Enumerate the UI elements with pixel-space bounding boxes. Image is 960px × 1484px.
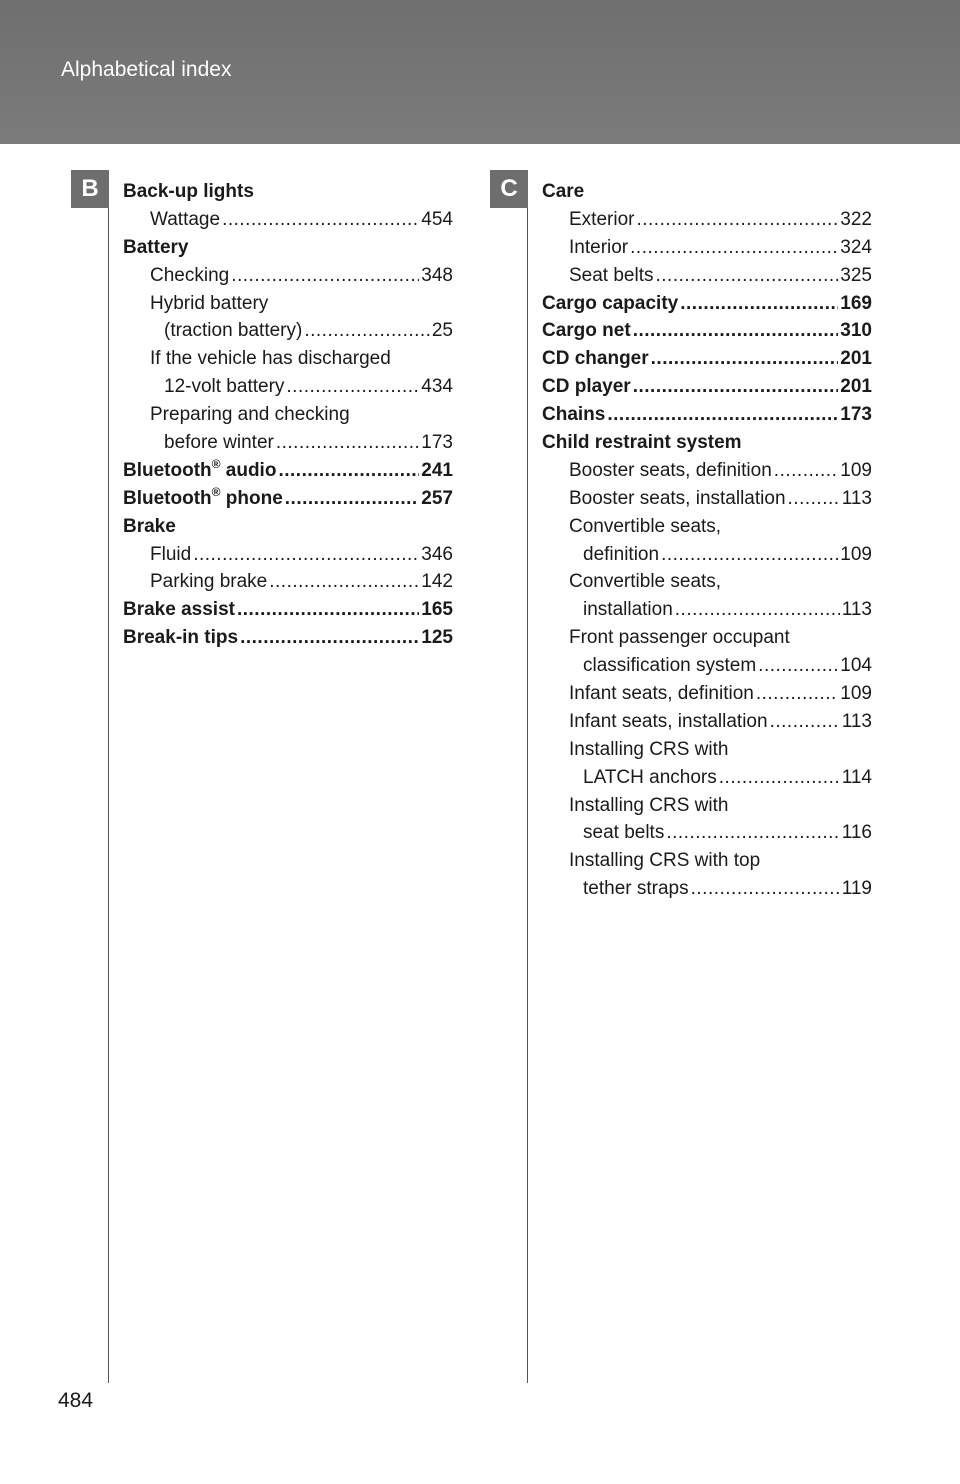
entry-page: 125 — [421, 627, 453, 649]
entry-term: Brake — [123, 515, 176, 537]
entry-term: Bluetooth® phone — [123, 484, 283, 509]
entry-term: CD player — [542, 376, 631, 398]
leader-dots — [656, 262, 839, 290]
leader-dots — [770, 708, 840, 736]
index-entry — [542, 596, 872, 624]
entry-term: Child restraint system — [542, 432, 742, 454]
index-entry — [542, 680, 872, 708]
leader-dots — [240, 624, 419, 652]
leader-dots — [719, 764, 840, 792]
entry-term: Convertible seats, — [569, 515, 722, 537]
index-entry — [123, 429, 453, 457]
index-entry — [542, 234, 872, 262]
entry-term: Wattage — [150, 208, 221, 230]
index-entry — [542, 764, 872, 792]
index-entry — [542, 568, 872, 596]
leader-dots — [774, 457, 839, 485]
index-entry — [123, 262, 453, 290]
index-column-b — [123, 178, 453, 652]
entry-term: Seat belts — [569, 264, 654, 286]
leader-dots — [651, 345, 839, 373]
entry-term: installation — [583, 599, 673, 621]
leader-dots — [675, 596, 840, 624]
entry-page: 257 — [421, 487, 453, 509]
index-entry — [123, 206, 453, 234]
index-entry — [542, 624, 872, 652]
index-entry — [542, 792, 872, 820]
index-entry — [123, 541, 453, 569]
entry-term: definition — [583, 543, 660, 565]
entry-term: Booster seats, definition — [569, 459, 772, 481]
entry-term: Installing CRS with — [569, 794, 729, 816]
entry-term: Fluid — [150, 543, 192, 565]
leader-dots — [193, 541, 419, 569]
entry-page: 109 — [840, 683, 872, 705]
entry-term: Checking — [150, 264, 230, 286]
index-entry — [123, 290, 453, 318]
entry-term: Care — [542, 181, 585, 202]
leader-dots — [633, 373, 839, 401]
index-entry — [542, 178, 872, 206]
entry-term: Hybrid battery — [150, 292, 269, 314]
index-entry — [542, 373, 872, 401]
index-entry — [542, 290, 872, 318]
entry-page: 201 — [840, 376, 872, 398]
entry-term: Front passenger occupant — [569, 627, 790, 649]
leader-dots — [231, 262, 419, 290]
leader-dots — [691, 875, 840, 903]
leader-dots — [630, 234, 838, 262]
entry-term: Brake assist — [123, 599, 235, 621]
entry-page: 173 — [840, 404, 872, 426]
entry-page: 116 — [841, 822, 872, 844]
entry-term: Preparing and checking — [150, 404, 350, 426]
entry-page: 348 — [421, 264, 453, 286]
entry-page: 165 — [421, 599, 453, 621]
entry-page: 173 — [421, 432, 453, 454]
index-entry — [123, 234, 453, 262]
registered-mark: ® — [211, 484, 221, 499]
entry-term: LATCH anchors — [583, 766, 717, 788]
index-entry — [123, 624, 453, 652]
leader-dots — [304, 317, 430, 345]
entry-page: 201 — [840, 348, 872, 370]
entry-term: Infant seats, definition — [569, 683, 754, 705]
index-entry — [542, 736, 872, 764]
entry-term: Parking brake — [150, 571, 268, 593]
index-entry — [123, 178, 453, 206]
leader-dots — [661, 541, 838, 569]
entry-term: before winter — [164, 432, 274, 454]
index-entry — [542, 206, 872, 234]
index-entry — [542, 401, 872, 429]
entry-page: 104 — [840, 655, 872, 677]
index-entry — [123, 513, 453, 541]
entry-page: 324 — [840, 236, 872, 258]
entry-term: CD changer — [542, 348, 649, 370]
index-entry — [542, 847, 872, 875]
leader-dots — [222, 206, 419, 234]
entry-term: Installing CRS with top — [569, 850, 761, 872]
entry-page: 454 — [421, 208, 453, 230]
registered-mark: ® — [211, 456, 221, 471]
entry-term: Exterior — [569, 208, 635, 230]
leader-dots — [636, 206, 838, 234]
index-entry — [123, 317, 453, 345]
index-entry — [542, 513, 872, 541]
section-letter-c: C — [490, 170, 528, 208]
right-column-rule — [527, 170, 528, 1383]
entry-page: 241 — [421, 459, 453, 481]
entry-page: 114 — [841, 766, 872, 788]
index-entry — [542, 875, 872, 903]
leader-dots — [756, 680, 838, 708]
index-entry — [542, 541, 872, 569]
index-entry — [123, 373, 453, 401]
leader-dots — [286, 373, 419, 401]
entry-term: (traction battery) — [164, 320, 303, 342]
entry-term: Installing CRS with — [569, 738, 729, 760]
entry-term: classification system — [583, 655, 757, 677]
index-entry — [123, 485, 453, 513]
entry-page: 113 — [841, 487, 872, 509]
entry-page: 169 — [840, 292, 872, 314]
entry-page: 325 — [840, 264, 872, 286]
index-entry — [542, 429, 872, 457]
entry-page: 346 — [421, 543, 453, 565]
entry-term: Bluetooth® audio — [123, 456, 277, 481]
index-entry — [123, 596, 453, 624]
entry-term: tether straps — [583, 878, 689, 900]
leader-dots — [633, 317, 839, 345]
index-entry — [123, 401, 453, 429]
entry-term: Booster seats, installation — [569, 487, 786, 509]
leader-dots — [666, 819, 839, 847]
leader-dots — [237, 596, 419, 624]
entry-term: If the vehicle has discharged — [150, 348, 391, 370]
header-title: Alphabetical index — [61, 58, 232, 81]
entry-page: 322 — [840, 208, 872, 230]
entry-page: 109 — [840, 459, 872, 481]
index-entry — [542, 262, 872, 290]
index-entry — [542, 345, 872, 373]
leader-dots — [278, 457, 419, 485]
entry-term: 12-volt battery — [164, 376, 285, 398]
leader-dots — [276, 429, 419, 457]
entry-term: Cargo net — [542, 320, 631, 342]
leader-dots — [607, 401, 838, 429]
entry-page: 113 — [841, 710, 872, 732]
leader-dots — [788, 485, 840, 513]
index-entry — [542, 317, 872, 345]
entry-term: Chains — [542, 404, 606, 426]
leader-dots — [680, 290, 838, 318]
entry-page: 25 — [431, 320, 453, 342]
index-entry — [123, 345, 453, 373]
section-letter-b: B — [71, 170, 109, 208]
index-entry — [123, 457, 453, 485]
entry-page: 310 — [840, 320, 872, 342]
entry-term: Cargo capacity — [542, 292, 679, 314]
entry-term: Battery — [123, 236, 189, 258]
entry-page: 119 — [841, 878, 872, 900]
leader-dots — [285, 485, 420, 513]
entry-page: 434 — [421, 376, 453, 398]
left-column-rule — [108, 170, 109, 1383]
entry-term: Convertible seats, — [569, 571, 722, 593]
index-column-c — [542, 178, 872, 903]
entry-term: seat belts — [583, 822, 665, 844]
entry-page: 142 — [421, 571, 453, 593]
index-entry — [542, 708, 872, 736]
index-entry — [542, 485, 872, 513]
index-entry — [123, 568, 453, 596]
index-entry — [542, 457, 872, 485]
page-header — [0, 0, 960, 144]
page-number: 484 — [58, 1389, 94, 1412]
index-entry — [542, 819, 872, 847]
entry-term: Interior — [569, 236, 629, 258]
leader-dots — [269, 568, 419, 596]
entry-term: Infant seats, installation — [569, 710, 768, 732]
entry-page: 109 — [840, 543, 872, 565]
entry-term: Back-up lights — [123, 181, 254, 202]
leader-dots — [758, 652, 838, 680]
index-entry — [542, 652, 872, 680]
entry-term: Break-in tips — [123, 627, 239, 649]
entry-page: 113 — [841, 599, 872, 621]
